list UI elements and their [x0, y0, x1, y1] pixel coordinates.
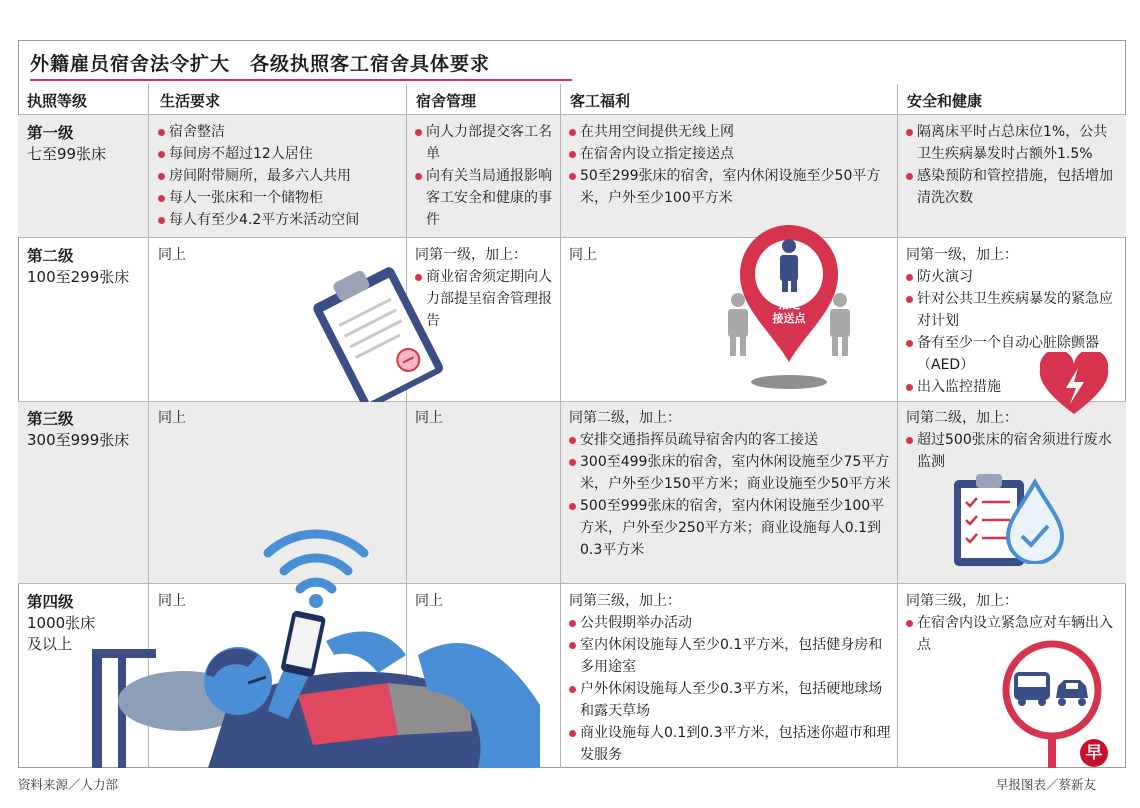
page-title: 外籍雇员宿舍法令扩大 各级执照客工宿舍具体要求: [30, 53, 491, 75]
cell-intro: 同第一级，加上：: [906, 247, 1018, 263]
title-underline: [30, 79, 572, 81]
cell-r1-management: [415, 121, 555, 231]
level-name: 第一级: [27, 124, 74, 142]
phone-icon: [280, 610, 326, 678]
cell-r4-living: [158, 590, 402, 612]
list-item: 针对公共卫生疾病暴发的紧急应对计划: [906, 288, 1120, 332]
col-divider-3: [560, 84, 561, 768]
header-safety: 安全和健康: [907, 92, 983, 110]
pin-label-1: 指定: [778, 298, 800, 311]
cell-intro: 同第二级，加上：: [906, 410, 1018, 426]
level-desc: 100至299张床: [27, 268, 130, 286]
list-item: 500至999张床的宿舍，室内休闲设施至少100平方米，户外至少250平方米；商业设施每人0.1到0.3平方米: [569, 495, 891, 561]
cell-intro: 同第三级，加上：: [906, 593, 1018, 609]
level-desc: 300至999张床: [27, 431, 130, 449]
list-item: 宿舍整洁: [158, 121, 402, 143]
water-drop-icon: [1000, 478, 1070, 564]
cell-intro: 同上: [158, 247, 186, 263]
row-divider-2: [18, 401, 1126, 402]
list-item: 在共用空间提供无线上网: [569, 121, 891, 143]
header-divider: [18, 114, 1126, 115]
list-item: 商业设施每人0.1到0.3平方米，包括迷你超市和理发服务: [569, 722, 891, 766]
cell-r2-management: [415, 244, 555, 332]
cell-r4-safety: [906, 590, 1120, 656]
cell-intro: 同第三级，加上：: [569, 593, 681, 609]
cell-intro: 同上: [569, 247, 597, 263]
list-item: 向有关当局通报影响客工安全和健康的事件: [415, 165, 555, 231]
row-divider-1: [18, 237, 1126, 238]
list-item: 感染预防和管控措施，包括增加清洗次数: [906, 165, 1120, 209]
header-license-level: 执照等级: [27, 92, 88, 110]
cell-intro: 同上: [158, 410, 186, 426]
list-item: 房间附带厕所，最多六人共用: [158, 165, 402, 187]
level-name: 第四级: [27, 593, 74, 611]
cell-intro: 同第二级，加上：: [569, 410, 681, 426]
cell-r2-welfare: [569, 244, 709, 266]
cell-intro: 同上: [158, 593, 186, 609]
list-item: 向人力部提交客工名单: [415, 121, 555, 165]
col-divider-4: [897, 84, 898, 768]
list-item: 备有至少一个自动心脏除颤器（AED）: [906, 332, 1120, 376]
level-desc: 1000张床: [27, 614, 96, 632]
source-note: 资料来源／人力部: [18, 777, 119, 792]
location-pin-icon: [712, 212, 862, 392]
list-item: 超过500张床的宿舍须进行废水监测: [906, 429, 1120, 473]
level-name: 第二级: [27, 247, 74, 265]
list-item: 户外休闲设施每人至少0.3平方米，包括硬地球场和露天草场: [569, 678, 891, 722]
cell-r4-welfare: [569, 590, 891, 766]
cell-intro: 同上: [415, 593, 443, 609]
level-4: [27, 592, 95, 655]
cell-r1-welfare: [569, 121, 891, 209]
header-living: 生活要求: [160, 92, 221, 110]
level-3: [27, 409, 129, 451]
level-name: 第三级: [27, 410, 74, 428]
list-item: 隔离床平时占总床位1%，公共卫生疾病暴发时占额外1.5%: [906, 121, 1120, 165]
level-2: [27, 246, 129, 288]
level-desc: 七至99张床: [27, 145, 107, 163]
wifi-icon: [268, 534, 364, 589]
cell-r2-safety: [906, 244, 1120, 398]
list-item: 50至299张床的宿舍，室内休闲设施至少50平方米，户外至少100平方米: [569, 165, 891, 209]
list-item: 室内休闲设施每人至少0.1平方米，包括健身房和多用途室: [569, 634, 891, 678]
list-item: 每人有至少4.2平方米活动空间: [158, 209, 402, 231]
level-desc: 及以上: [27, 635, 73, 653]
list-item: 每人一张床和一个储物柜: [158, 187, 402, 209]
credit-note: 早报图表／蔡新友: [996, 777, 1097, 792]
cell-intro: 同上: [415, 410, 443, 426]
list-item: 在宿舍内设立指定接送点: [569, 143, 891, 165]
worker-illustration: [88, 505, 540, 768]
cell-r4-management: [415, 590, 555, 612]
cell-intro: 同第一级，加上：: [415, 247, 527, 263]
list-item: 安排交通指挥员疏导宿舍内的客工接送: [569, 429, 891, 451]
cell-r1-safety: [906, 121, 1120, 209]
header-welfare: 客工福利: [570, 92, 631, 110]
list-item: 300至499张床的宿舍，室内休闲设施至少75平方米，户外至少150平方米；商业设施至少50平方米: [569, 451, 891, 495]
list-item: 每间房不超过12人居住: [158, 143, 402, 165]
list-item: 防火演习: [906, 266, 1120, 288]
zaobao-logo: 早: [1080, 739, 1108, 767]
pin-label-2: 接送点: [772, 312, 806, 325]
header-management: 宿舍管理: [416, 92, 477, 110]
list-item: 出入监控措施: [906, 376, 1120, 398]
cell-r3-living: [158, 407, 402, 429]
cell-r3-safety: [906, 407, 1120, 473]
list-item: 公共假期举办活动: [569, 612, 891, 634]
cell-r2-living: [158, 244, 402, 266]
cell-r3-management: [415, 407, 555, 429]
list-item: 在宿舍内设立紧急应对车辆出入点: [906, 612, 1120, 656]
cell-r1-living: [158, 121, 402, 231]
cell-r3-welfare: [569, 407, 891, 561]
level-1: [27, 123, 106, 165]
list-item: 商业宿舍须定期向人力部提呈宿舍管理报告: [415, 266, 555, 332]
